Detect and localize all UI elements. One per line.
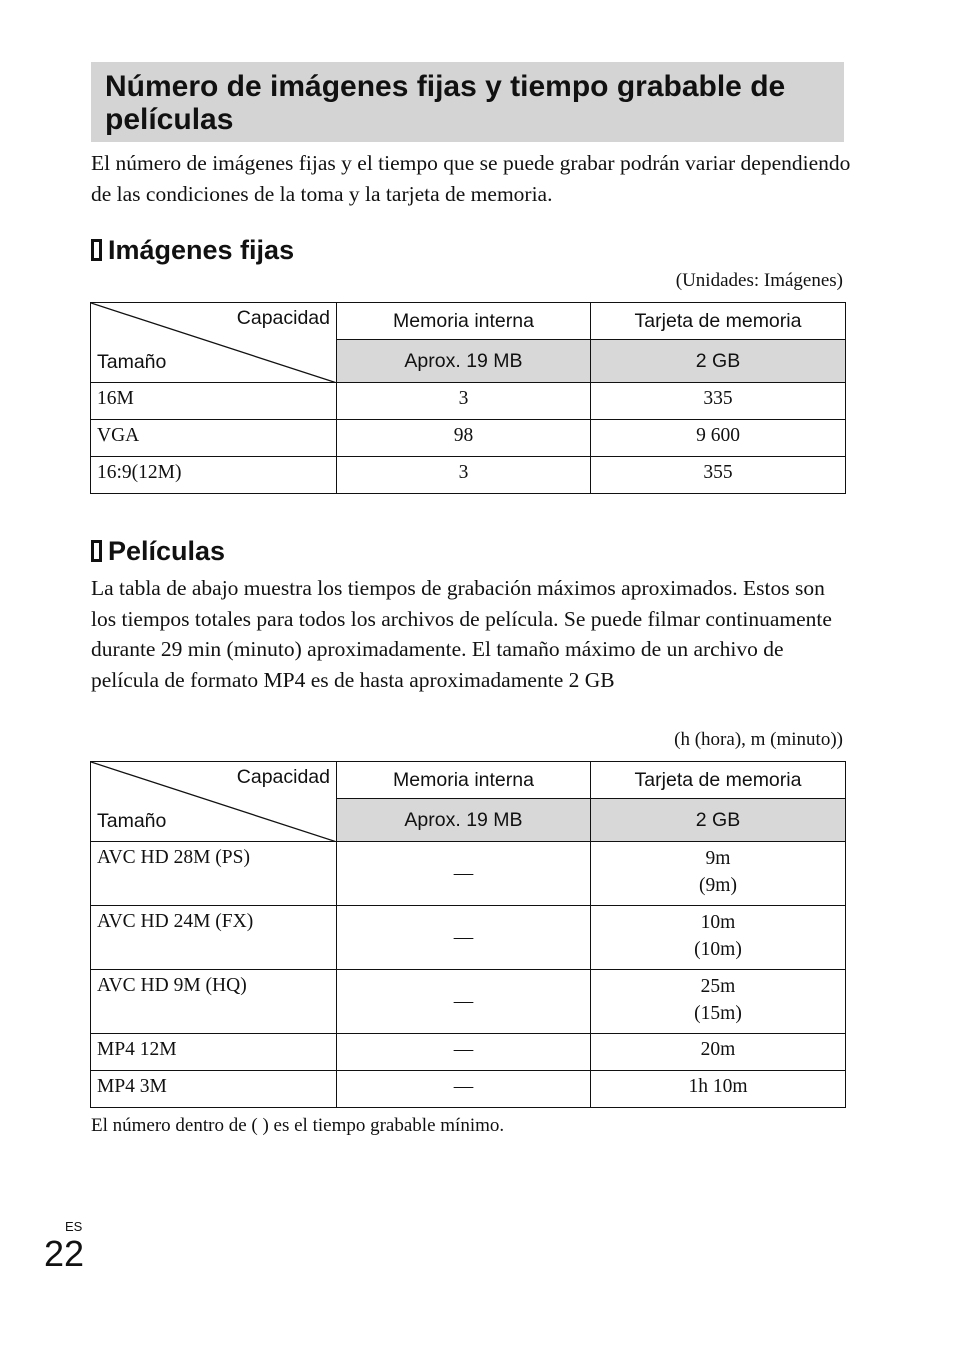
movies-heading <box>91 536 225 566</box>
table-row <box>91 1034 846 1071</box>
card-min-time: (10m) <box>694 939 742 960</box>
table-row <box>91 457 846 494</box>
section-marker-icon <box>91 239 102 261</box>
card-time: 9m <box>705 848 731 869</box>
card-cell: 355 <box>591 457 846 494</box>
size-label: Tamaño <box>97 351 167 373</box>
table-row <box>91 842 846 906</box>
size-cell: 16M <box>91 383 337 420</box>
header-corner-cell <box>91 762 337 842</box>
col-internal-capacity: Aprox. 19 MB <box>337 799 591 842</box>
card-cell <box>591 970 846 1034</box>
intro-paragraph: El número de imágenes fijas y el tiempo que se puede grabar podrán variar dependiendo de las condiciones de la toma y la tarjeta de memoria. <box>91 151 851 206</box>
card-cell: 9 600 <box>591 420 846 457</box>
col-internal-memory: Memoria interna <box>337 303 591 340</box>
page-title: Número de imágenes fijas y tiempo grabable de películas <box>105 70 786 136</box>
movies-description: La tabla de abajo muestra los tiempos de grabación máximos aproximados. Estos son los tiempos totales para todos los archivos de película. Se puede filmar continuamente durante 29 min (minuto) aproximadamente. El tamaño máximo de un archivo de película de formato MP4 es de hasta aproximadamente 2 GB <box>91 576 832 692</box>
col-memory-card: Tarjeta de memoria <box>591 762 846 799</box>
internal-cell: 98 <box>337 420 591 457</box>
col-card-capacity: 2 GB <box>591 799 846 842</box>
size-cell: MP4 12M <box>91 1034 337 1071</box>
still-images-table <box>90 302 846 494</box>
card-cell <box>591 906 846 970</box>
internal-cell: — <box>337 1071 591 1108</box>
table-row <box>91 906 846 970</box>
table-row <box>91 383 846 420</box>
size-cell: AVC HD 9M (HQ) <box>91 970 337 1034</box>
size-cell: 16:9(12M) <box>91 457 337 494</box>
movies-table <box>90 761 846 1108</box>
title-banner <box>91 62 844 142</box>
internal-cell: — <box>337 842 591 906</box>
size-label: Tamaño <box>97 810 167 832</box>
internal-cell: 3 <box>337 457 591 494</box>
card-time: 25m <box>700 976 736 997</box>
card-min-time: (9m) <box>699 875 737 896</box>
size-cell: VGA <box>91 420 337 457</box>
internal-cell: — <box>337 970 591 1034</box>
col-card-capacity: 2 GB <box>591 340 846 383</box>
card-cell: 335 <box>591 383 846 420</box>
table-row <box>91 1071 846 1108</box>
movies-heading-text: Películas <box>108 536 226 566</box>
size-cell: MP4 3M <box>91 1071 337 1108</box>
internal-cell: — <box>337 906 591 970</box>
size-cell: AVC HD 24M (FX) <box>91 906 337 970</box>
col-internal-memory: Memoria interna <box>337 762 591 799</box>
card-cell <box>591 842 846 906</box>
col-internal-capacity: Aprox. 19 MB <box>337 340 591 383</box>
movies-footnote: El número dentro de ( ) es el tiempo grabable mínimo. <box>91 1115 505 1136</box>
page-language-code: ES <box>65 1219 83 1234</box>
card-time: 10m <box>700 912 736 933</box>
section-marker-icon <box>91 540 102 562</box>
page-number: 22 <box>44 1233 85 1274</box>
card-cell: 1h 10m <box>591 1071 846 1108</box>
card-min-time: (15m) <box>694 1003 742 1024</box>
still-images-heading <box>91 235 294 265</box>
internal-cell: 3 <box>337 383 591 420</box>
card-cell: 20m <box>591 1034 846 1071</box>
movies-units-note: (h (hora), m (minuto)) <box>674 729 843 750</box>
header-corner-cell <box>91 303 337 383</box>
still-units-note: (Unidades: Imágenes) <box>675 270 843 291</box>
table-row <box>91 420 846 457</box>
still-images-heading-text: Imágenes fijas <box>108 235 295 265</box>
size-cell: AVC HD 28M (PS) <box>91 842 337 906</box>
internal-cell: — <box>337 1034 591 1071</box>
capacity-label: Capacidad <box>236 307 330 329</box>
capacity-label: Capacidad <box>236 766 330 788</box>
table-row <box>91 970 846 1034</box>
col-memory-card: Tarjeta de memoria <box>591 303 846 340</box>
